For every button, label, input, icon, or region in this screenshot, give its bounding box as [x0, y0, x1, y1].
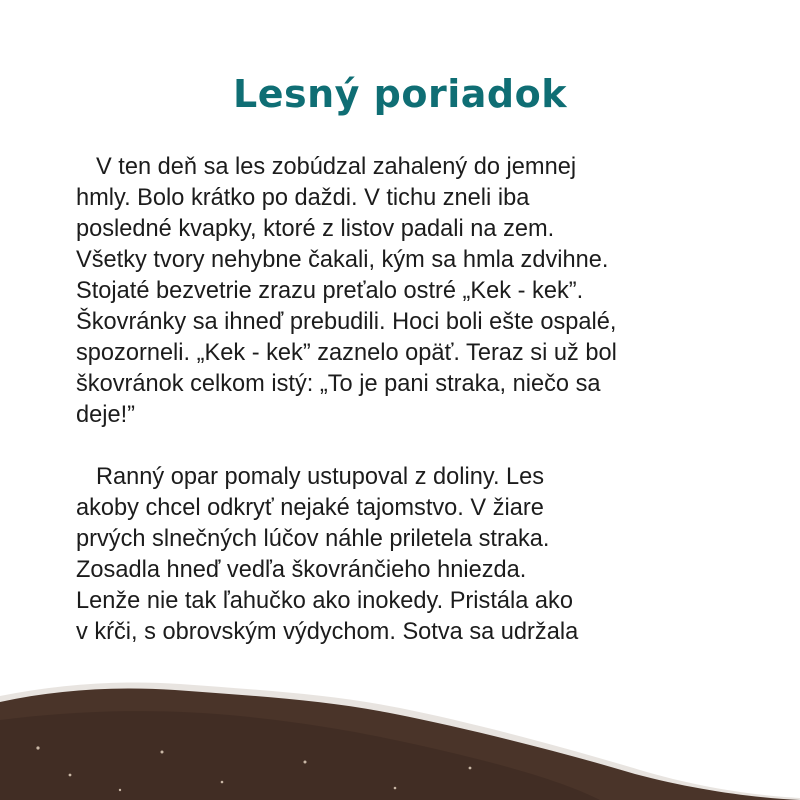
soil-speck — [161, 751, 164, 754]
text-line: spozorneli. „Kek - kek” zaznelo opäť. Teraz si už bol — [76, 340, 617, 366]
soil-speck — [304, 761, 307, 764]
text-line: Lenže nie tak ľahučko ako inokedy. Pristála ako — [76, 588, 573, 614]
text-line: Škovránky sa ihneď prebudili. Hoci boli ešte ospalé, — [76, 309, 617, 335]
text-line: hmly. Bolo krátko po daždi. V tichu zneli iba — [76, 185, 530, 211]
soil-speck — [119, 789, 121, 791]
text-line: deje!” — [76, 402, 136, 428]
soil-speck — [69, 774, 72, 777]
text-line: škovránok celkom istý: „To je pani straka, niečo sa — [76, 371, 601, 397]
soil-speck — [394, 787, 397, 790]
text-line: Ranný opar pomaly ustupoval z doliny. Les — [96, 464, 545, 490]
text-line: Všetky tvory nehybne čakali, kým sa hmla zdvihne. — [76, 247, 609, 273]
soil-speck — [469, 767, 472, 770]
paragraph-2 — [76, 462, 776, 648]
text-line: prvých slnečných lúčov náhle priletela straka. — [76, 526, 550, 552]
text-line: posledné kvapky, ktoré z listov padali na zem. — [76, 216, 555, 242]
text-line: akoby chcel odkryť nejaké tajomstvo. V žiare — [76, 495, 544, 521]
story-text — [76, 152, 776, 648]
page-title: Lesný poriadok — [233, 72, 567, 116]
paragraph-1 — [76, 152, 776, 431]
text-line: v kŕči, s obrovským výdychom. Sotva sa udržala — [76, 619, 579, 645]
soil-illustration — [0, 650, 800, 800]
soil-speck — [221, 781, 224, 784]
text-line: Stojaté bezvetrie zrazu preťalo ostré „Kek - kek”. — [76, 278, 584, 304]
paragraph-gap — [76, 431, 776, 462]
soil-speck — [36, 746, 39, 749]
text-line: V ten deň sa les zobúdzal zahalený do jemnej — [96, 154, 577, 180]
text-line: Zosadla hneď vedľa škovránčieho hniezda. — [76, 557, 527, 583]
